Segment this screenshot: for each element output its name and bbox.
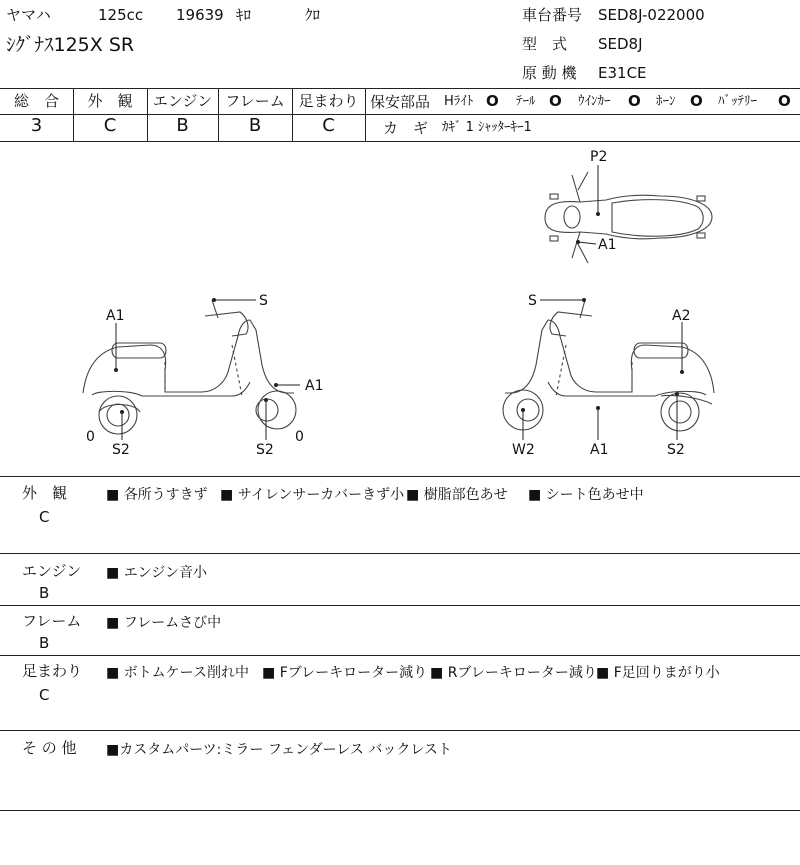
- rating-value-overall: 3: [30, 115, 43, 136]
- bullet-icon: ■: [262, 665, 276, 681]
- damage-diagram: [0, 142, 800, 476]
- divider: [0, 553, 800, 554]
- remarks-label: エンジン: [22, 562, 82, 580]
- remark-item: カスタムパーツ:ミラー フェンダーレス バックレスト: [119, 742, 452, 758]
- model-label: 型 式: [522, 35, 568, 53]
- safety-item-headlight: Hﾗｲﾄ: [444, 94, 474, 109]
- key-value: ｶｷﾞ 1 ｼｬｯﾀｰｷｰ1: [442, 120, 532, 135]
- label-right-a1: A1: [590, 442, 609, 458]
- remark-item: フレームさび中: [123, 615, 222, 631]
- remarks-label: そ の 他: [22, 739, 77, 757]
- bullet-icon: ■: [220, 487, 234, 503]
- frame-no-label: 車台番号: [522, 6, 583, 24]
- label-left-s2-l: S2: [112, 442, 130, 458]
- safety-label: 保安部品: [370, 93, 431, 111]
- bullet-icon: ■: [406, 487, 420, 503]
- remark-item: 各所うすきず: [123, 487, 208, 503]
- safety-item-winker: ｳｲﾝｶｰ: [578, 94, 611, 109]
- label-left-zero-r: 0: [295, 429, 304, 445]
- label-left-a1-top: A1: [106, 308, 125, 324]
- remark-item: シート色あせ中: [545, 487, 644, 503]
- remark-item: Fブレーキローター減り: [279, 665, 428, 681]
- remark-item: Rブレーキローター減り: [447, 665, 597, 681]
- remarks-grade: C: [39, 508, 50, 526]
- rating-header-frame: フレーム: [225, 92, 285, 110]
- label-top-a1: A1: [598, 237, 617, 253]
- displacement: 125cc: [98, 6, 144, 24]
- remarks-label: 足まわり: [22, 662, 83, 680]
- rating-header-engine: エンジン: [152, 92, 213, 110]
- remark-item: エンジン音小: [123, 565, 207, 581]
- divider: [0, 655, 800, 656]
- safety-item-tail: ﾃｰﾙ: [516, 94, 536, 109]
- rating-header-suspension: 足まわり: [298, 92, 359, 110]
- rating-value-engine: B: [176, 115, 189, 136]
- divider: [0, 810, 800, 811]
- color: ｸﾛ: [305, 6, 321, 24]
- model-value: SED8J: [598, 35, 643, 53]
- key-label: カ ギ: [383, 119, 429, 137]
- top-view-scooter-icon: [545, 172, 712, 263]
- safety-mark-winker: O: [628, 92, 641, 110]
- leader-lines: [116, 165, 682, 440]
- remark-item: F足回りまがり小: [613, 665, 720, 681]
- model-name: ｼｸﾞﾅｽ125X SR: [6, 34, 135, 56]
- remarks-label: 外 観: [22, 484, 68, 502]
- remark-item: 樹脂部色あせ: [423, 487, 508, 503]
- rating-value-suspension: C: [322, 115, 335, 136]
- label-left-s: S: [259, 293, 268, 309]
- safety-mark-battery: O: [778, 92, 791, 110]
- remarks-grade: B: [39, 634, 50, 652]
- divider: [0, 730, 800, 731]
- safety-mark-headlight: O: [486, 92, 499, 110]
- bullet-icon: ■: [106, 487, 120, 503]
- safety-item-battery: ﾊﾞｯﾃﾘｰ: [718, 94, 757, 109]
- remark-item: ボトムケース削れ中: [123, 665, 249, 681]
- rating-value-frame: B: [248, 115, 262, 136]
- rating-value-appearance: C: [103, 115, 117, 136]
- label-top-p2: P2: [590, 149, 608, 165]
- label-right-w2: W2: [512, 442, 535, 458]
- bullet-icon: ■: [528, 487, 542, 503]
- mileage: 19639: [176, 6, 224, 24]
- engine-label: 原 動 機: [522, 64, 577, 82]
- maker: ヤマハ: [6, 6, 51, 24]
- rating-header-appearance: 外 観: [87, 92, 133, 110]
- safety-mark-horn: O: [690, 92, 703, 110]
- divider: [0, 605, 800, 606]
- label-left-s2-r: S2: [256, 442, 274, 458]
- bullet-icon: ■: [106, 565, 120, 581]
- bullet-icon: ■: [106, 742, 120, 758]
- safety-item-horn: ﾎｰﾝ: [656, 94, 676, 109]
- frame-no-value: SED8J-022000: [598, 6, 705, 24]
- divider: [0, 476, 800, 477]
- remarks-grade: C: [39, 686, 50, 704]
- divider: [0, 88, 800, 89]
- bullet-icon: ■: [430, 665, 444, 681]
- rating-header-overall: 総 合: [13, 92, 59, 110]
- label-right-a2: A2: [672, 308, 691, 324]
- bullet-icon: ■: [106, 665, 120, 681]
- divider: [365, 88, 366, 141]
- remarks-label: フレーム: [22, 612, 82, 630]
- label-right-s: S: [528, 293, 537, 309]
- mileage-unit: ｷﾛ: [236, 6, 252, 24]
- label-left-zero-l: 0: [86, 429, 95, 445]
- label-left-a1-mid: A1: [305, 378, 324, 394]
- safety-mark-tail: O: [549, 92, 562, 110]
- remarks-grade: B: [39, 584, 50, 602]
- engine-value: E31CE: [598, 64, 647, 82]
- remark-item: サイレンサーカバーきず小: [237, 487, 405, 503]
- label-right-s2: S2: [667, 442, 685, 458]
- bullet-icon: ■: [596, 665, 610, 681]
- bullet-icon: ■: [106, 615, 120, 631]
- divider: [365, 114, 800, 115]
